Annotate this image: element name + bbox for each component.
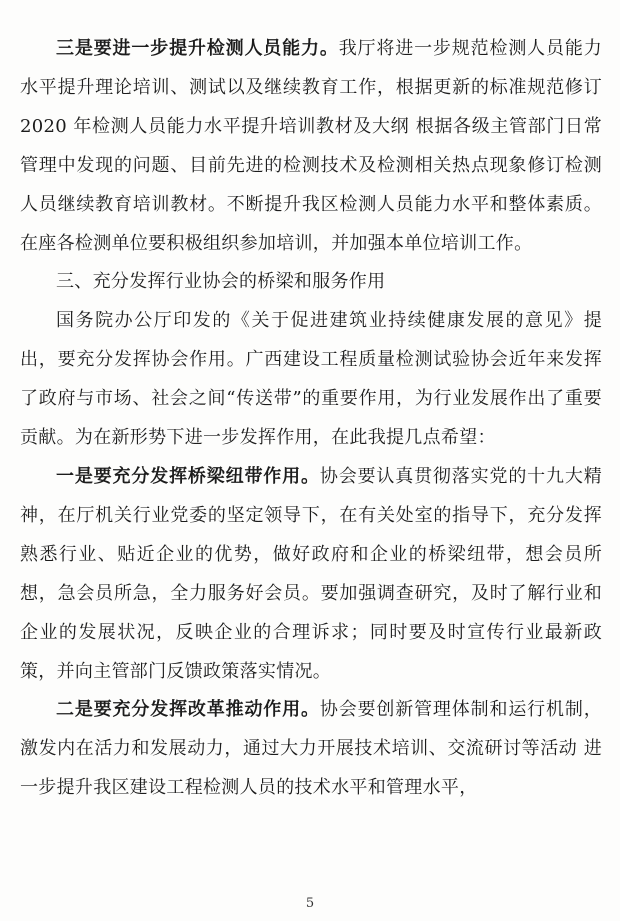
paragraph-text: 我厅将进一步规范检测人员能力水平提升理论培训、测试以及继续教育工作，根据更新的标准规范修订 2020 年检测人员能力水平提升培训教材及大纲 根据各级主管部门日常管理中发现的问题、目前先进的检测技术及检测相关热点现象修订检测人员继续教育培训教材。不断提升我区检测人员能力水平和整体素质。在座各检测单位要积极组织参加培训，并加强本单位培训工作。 [20, 38, 603, 254]
document-body [20, 30, 602, 808]
paragraph-text: 协会要创新管理体制和运行机制，激发内在活力和发展动力，通过大力开展技术培训、交流研讨等活动 进一步提升我区建设工程检测人员的技术水平和管理水平， [20, 699, 603, 799]
paragraph-text: 协会要认真贯彻落实党的十九大精神，在厅机关行业党委的坚定领导下，在有关处室的指导下，充分发挥熟悉行业、贴近企业的优势，做好政府和企业的桥梁纽带，想会员所想，急会员所急，全力服务好会员。要加强调查研究，及时了解行业和企业的发展状况，反映企业的合理诉求；同时要及时宣传行业最新政策，并向主管部门反馈政策落实情况。 [20, 465, 603, 682]
paragraph-lead: 三是要进一步提升检测人员能力。 [56, 38, 339, 59]
paragraph-text: 国务院办公厅印发的《关于促进建筑业持续健康发展的意见》提出，要充分发挥协会作用。广西建设工程质量检测试验协会近年来发挥了政府与市场、社会之间“传送带”的重要作用，为行业发展作出了重要贡献。为在新形势下进一步发挥作用，在此我提几点希望： [20, 310, 602, 449]
paragraph-bridge-role [20, 458, 602, 691]
paragraph-inspector-capability [20, 30, 602, 263]
page-number: 5 [305, 896, 315, 911]
paragraph-lead: 二是要充分发挥改革推动作用。 [56, 699, 320, 721]
paragraph-reform-role [20, 691, 602, 808]
section-heading: 三、充分发挥行业协会的桥梁和服务作用 [56, 271, 386, 293]
paragraph-lead: 一是要充分发挥桥梁纽带作用。 [56, 465, 320, 487]
paragraph-association-role [20, 302, 602, 458]
